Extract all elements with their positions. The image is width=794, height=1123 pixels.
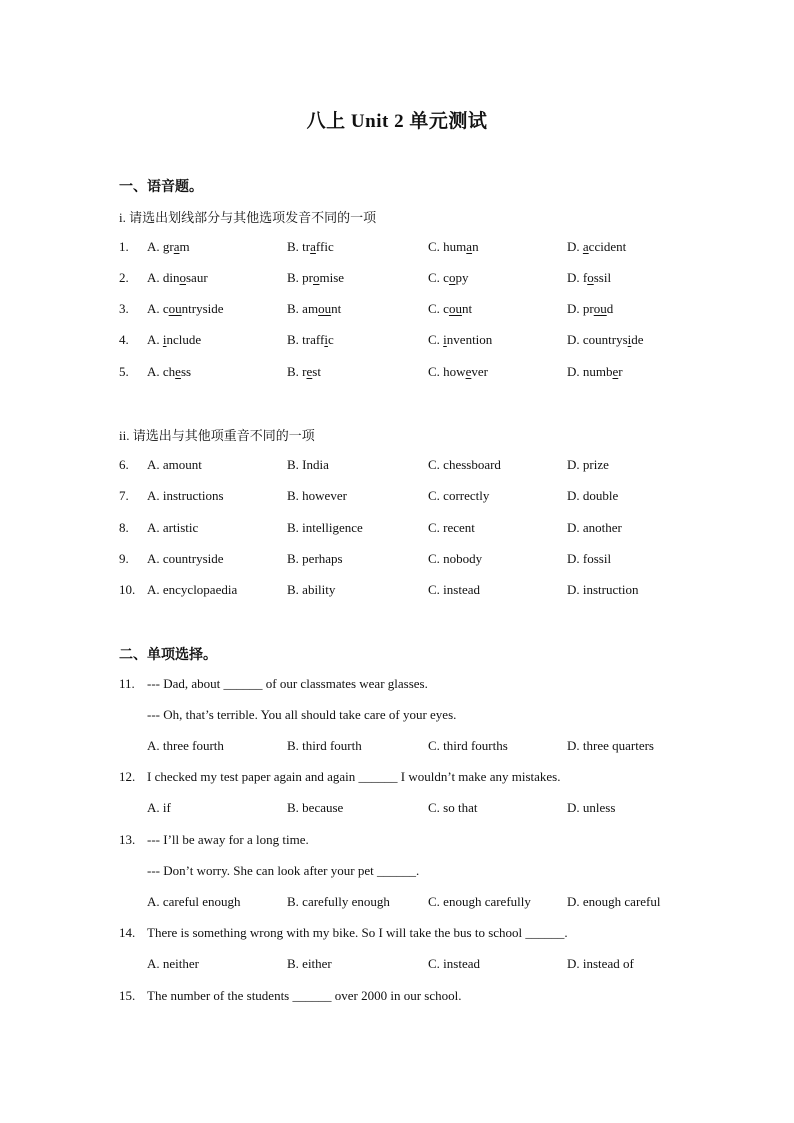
question-number: 13. xyxy=(119,832,136,847)
underlined-letters: ou xyxy=(593,301,607,316)
option-b: B. perhaps xyxy=(287,551,343,566)
option-d: D. enough careful xyxy=(567,894,661,909)
option-d: D. three quarters xyxy=(567,738,654,753)
option-a xyxy=(147,330,201,350)
option-text: C. hum xyxy=(428,239,467,254)
question-number: 6. xyxy=(119,457,129,472)
option-c: C. correctly xyxy=(428,488,490,503)
underlined-letters: i xyxy=(162,332,167,347)
question-stem: The number of the students ______ over 2000 in our school. xyxy=(147,988,462,1003)
question-number: 5. xyxy=(119,364,129,379)
underlined-letters: o xyxy=(587,270,594,285)
option-d xyxy=(567,268,611,288)
option-b: B. third fourth xyxy=(287,738,362,753)
option-text: D. f xyxy=(567,270,588,285)
option-text: B. pr xyxy=(287,270,313,285)
option-a: A. artistic xyxy=(147,520,199,535)
option-d: D. double xyxy=(567,488,619,503)
underlined-letters: a xyxy=(466,239,473,254)
option-c xyxy=(428,299,472,319)
question-stem: --- Dad, about ______ of our classmates wear glasses. xyxy=(147,676,428,691)
option-d: D. prize xyxy=(567,457,609,472)
question-11-options xyxy=(119,736,719,756)
option-b xyxy=(287,362,321,382)
option-d xyxy=(567,330,644,350)
question-number: 15. xyxy=(119,988,136,1003)
option-b: B. either xyxy=(287,956,332,971)
option-b: B. ability xyxy=(287,582,336,597)
question-number: 8. xyxy=(119,520,129,535)
underlined-letters: e xyxy=(612,364,619,379)
option-text: nclude xyxy=(166,332,202,347)
question-number: 10. xyxy=(119,582,136,597)
option-text: ntryside xyxy=(181,301,224,316)
question-14 xyxy=(119,923,719,943)
option-text: A. ch xyxy=(147,364,176,379)
question-number: 14. xyxy=(119,925,136,940)
option-a: A. if xyxy=(147,800,171,815)
option-c: C. third fourths xyxy=(428,738,508,753)
underlined-letters: a xyxy=(582,239,589,254)
option-text: c xyxy=(327,332,334,347)
question-number: 2. xyxy=(119,270,129,285)
option-text: D. countrys xyxy=(567,332,628,347)
option-d xyxy=(567,362,623,382)
question-13 xyxy=(119,830,719,850)
question-stem: --- Don’t worry. She can look after your pet ______. xyxy=(147,863,420,878)
question-14-options xyxy=(119,954,719,974)
option-b: B. carefully enough xyxy=(287,894,390,909)
question-number: 4. xyxy=(119,332,129,347)
question-number: 12. xyxy=(119,769,136,784)
question-13-options xyxy=(119,892,719,912)
option-a xyxy=(147,299,224,319)
option-b xyxy=(287,268,344,288)
part-i-instruction: i. 请选出划线部分与其他选项发音不同的一项 xyxy=(119,210,377,225)
option-c: C. so that xyxy=(428,800,478,815)
question-8 xyxy=(119,518,719,538)
option-c xyxy=(428,237,479,257)
underlined-letters: e xyxy=(465,364,472,379)
option-c xyxy=(428,268,468,288)
option-b: B. because xyxy=(287,800,344,815)
option-text: B. r xyxy=(287,364,307,379)
option-d: D. another xyxy=(567,520,622,535)
option-c: C. instead xyxy=(428,956,480,971)
option-text: C. how xyxy=(428,364,466,379)
question-10 xyxy=(119,580,719,600)
underlined-letters: e xyxy=(306,364,313,379)
option-d xyxy=(567,237,626,257)
question-11 xyxy=(119,674,719,694)
question-number: 11. xyxy=(119,676,135,691)
question-2 xyxy=(119,268,719,288)
underlined-letters: o xyxy=(179,270,186,285)
option-b: B. intelligence xyxy=(287,520,363,535)
question-number: 7. xyxy=(119,488,129,503)
option-text: B. tr xyxy=(287,239,311,254)
option-c xyxy=(428,362,488,382)
underlined-letters: ou xyxy=(448,301,462,316)
option-text: D. xyxy=(567,239,583,254)
question-12 xyxy=(119,767,719,787)
question-9 xyxy=(119,549,719,569)
option-a: A. amount xyxy=(147,457,202,472)
underlined-letters: i xyxy=(627,332,632,347)
question-number: 1. xyxy=(119,239,129,254)
option-text: C. xyxy=(428,332,444,347)
option-text: nvention xyxy=(446,332,493,347)
option-text: de xyxy=(631,332,644,347)
option-b: B. however xyxy=(287,488,347,503)
option-text: d xyxy=(606,301,614,316)
underlined-letters: i xyxy=(443,332,447,347)
option-d: D. fossil xyxy=(567,551,612,566)
option-text: C. c xyxy=(428,270,449,285)
option-a: A. careful enough xyxy=(147,894,241,909)
option-b xyxy=(287,237,334,257)
question-stem: --- I’ll be away for a long time. xyxy=(147,832,309,847)
option-c xyxy=(428,330,492,350)
question-3 xyxy=(119,299,719,319)
option-d: D. instead of xyxy=(567,956,634,971)
option-a: A. neither xyxy=(147,956,199,971)
option-text: A. c xyxy=(147,301,169,316)
question-1 xyxy=(119,237,719,257)
option-text: mise xyxy=(319,270,345,285)
underlined-letters: ou xyxy=(318,301,332,316)
option-d: D. instruction xyxy=(567,582,639,597)
page-title: 八上 Unit 2 单元测试 xyxy=(306,111,488,132)
underlined-letters: a xyxy=(310,239,316,254)
option-text: A. din xyxy=(147,270,180,285)
question-7 xyxy=(119,486,719,506)
option-c: C. instead xyxy=(428,582,480,597)
option-text: ss xyxy=(180,364,192,379)
section-heading-single-choice: 二、单项选择。 xyxy=(119,648,217,663)
option-a xyxy=(147,362,191,382)
option-c: C. nobody xyxy=(428,551,483,566)
question-stem: I checked my test paper again and again ______ I wouldn’t make any mistakes. xyxy=(147,769,561,784)
question-number: 9. xyxy=(119,551,129,566)
question-15 xyxy=(119,986,719,1006)
option-a xyxy=(147,237,190,257)
option-text: D. pr xyxy=(567,301,594,316)
option-text: A. gr xyxy=(147,239,174,254)
option-a: A. instructions xyxy=(147,488,224,503)
option-text: n xyxy=(472,239,479,254)
option-b xyxy=(287,330,334,350)
question-11-line2 xyxy=(119,705,719,725)
option-d: D. unless xyxy=(567,800,616,815)
option-a xyxy=(147,268,208,288)
option-c: C. enough carefully xyxy=(428,894,531,909)
question-12-options xyxy=(119,798,719,818)
option-text: ccident xyxy=(588,239,627,254)
section-heading-phonetics: 一、语音题。 xyxy=(119,180,203,195)
question-4 xyxy=(119,330,719,350)
option-text: ssil xyxy=(593,270,612,285)
option-text: py xyxy=(455,270,469,285)
underlined-letters: o xyxy=(313,270,320,285)
option-text: nt xyxy=(461,301,473,316)
underlined-letters: e xyxy=(175,364,181,379)
option-b xyxy=(287,299,341,319)
option-text: B. am xyxy=(287,301,319,316)
option-b: B. India xyxy=(287,457,329,472)
underlined-letters: a xyxy=(173,239,180,254)
part-ii-instruction: ii. 请选出与其他项重音不同的一项 xyxy=(119,428,315,443)
option-text: st xyxy=(312,364,321,379)
option-a: A. countryside xyxy=(147,551,224,566)
option-d xyxy=(567,299,613,319)
option-text: ver xyxy=(471,364,488,379)
option-text: A. xyxy=(147,332,163,347)
option-text: ffic xyxy=(315,239,334,254)
question-6 xyxy=(119,455,719,475)
option-text: saur xyxy=(186,270,208,285)
question-13-line2 xyxy=(119,861,719,881)
option-text: nt xyxy=(331,301,342,316)
option-text: r xyxy=(618,364,623,379)
option-text: C. c xyxy=(428,301,449,316)
question-5 xyxy=(119,362,719,382)
option-a: A. three fourth xyxy=(147,738,224,753)
option-text: B. traff xyxy=(287,332,325,347)
option-c: C. chessboard xyxy=(428,457,501,472)
underlined-letters: ou xyxy=(168,301,182,316)
underlined-letters: o xyxy=(448,270,456,285)
question-stem: --- Oh, that’s terrible. You all should take care of your eyes. xyxy=(147,707,457,722)
option-text: m xyxy=(179,239,190,254)
option-text: D. numb xyxy=(567,364,613,379)
option-a: A. encyclopaedia xyxy=(147,582,238,597)
question-number: 3. xyxy=(119,301,129,316)
option-c: C. recent xyxy=(428,520,475,535)
underlined-letters: i xyxy=(324,332,328,347)
question-stem: There is something wrong with my bike. So I will take the bus to school ______. xyxy=(147,925,568,940)
